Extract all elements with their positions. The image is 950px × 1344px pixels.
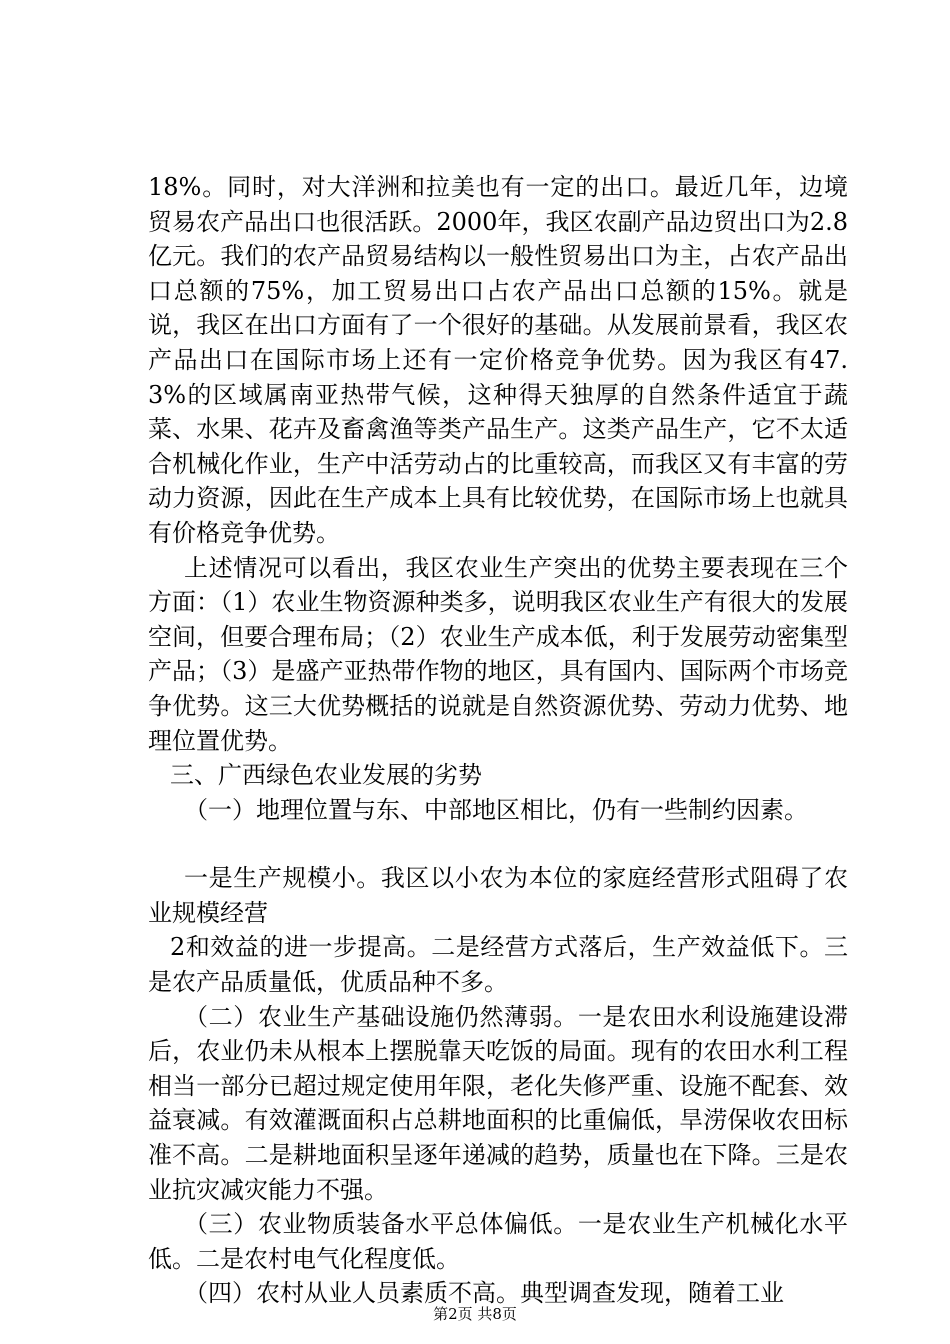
- paragraph-gap: [148, 827, 848, 861]
- paragraph-equipment: （三）农业物质装备水平总体偏低。一是农业生产机械化水平低。二是农村电气化程度低。: [148, 1210, 848, 1273]
- page-number-footer: 第2页 共8页: [433, 1305, 517, 1323]
- paragraph-infrastructure: （二）农业生产基础设施仍然薄弱。一是农田水利设施建设滞后，农业仍未从根本上摆脱靠天吃饭的局面。现有的农田水利工程相当一部分已超过规定使用年限，老化失修严重、设施不配套、效益衰减。有效灌溉面积占总耕地面积的比重偏低，旱涝保收农田标准不高。二是耕地面积呈逐年递减的趋势，质量也在下降。三是农业抗灾减灾能力不强。: [148, 1002, 848, 1204]
- paragraph-efficiency: 2和效益的进一步提高。二是经营方式落后，生产效益低下。三是农产品质量低，优质品种不多。: [148, 933, 848, 997]
- paragraph-export-advantage: 18%。同时，对大洋洲和拉美也有一定的出口。最近几年，边境贸易农产品出口也很活跃。2000年，我区农副产品边贸出口为2.8亿元。我们的农产品贸易结构以一般性贸易出口为主，占农产品出口总额的75%，加工贸易出口占农产品出口总额的15%。就是说，我区在出口方面有了一个很好的基础。从发展前景看，我区农产品出口在国际市场上还有一定价格竞争优势。因为我区有47.3%的区域属南亚热带气候，这种得天独厚的自然条件适宜于蔬菜、水果、花卉及畜禽渔等类产品生产。这类产品生产，它不太适合机械化作业，生产中活劳动占的比重较高，而我区又有丰富的劳动力资源，因此在生产成本上具有比较优势，在国际市场上也就具有价格竞争优势。: [148, 173, 848, 547]
- section-heading-disadvantages: 三、广西绿色农业发展的劣势: [170, 761, 482, 790]
- document-body: [148, 170, 848, 1311]
- paragraph-workforce: （四）农村从业人员素质不高。典型调查发现，随着工业: [184, 1279, 784, 1308]
- paragraph-advantage-summary: 上述情况可以看出，我区农业生产突出的优势主要表现在三个方面：（1）农业生物资源种类多，说明我区农业生产有很大的发展空间，但要合理布局；（2）农业生产成本低，利于发展劳动密集型产品；（3）是盛产亚热带作物的地区，具有国内、国际两个市场竞争优势。这三大优势概括的说就是自然资源优势、劳动力优势、地理位置优势。: [148, 553, 848, 755]
- subheading-geography: （一）地理位置与东、中部地区相比，仍有一些制约因素。: [184, 795, 808, 824]
- paragraph-small-scale: 一是生产规模小。我区以小农为本位的家庭经营形式阻碍了农业规模经营: [148, 864, 848, 927]
